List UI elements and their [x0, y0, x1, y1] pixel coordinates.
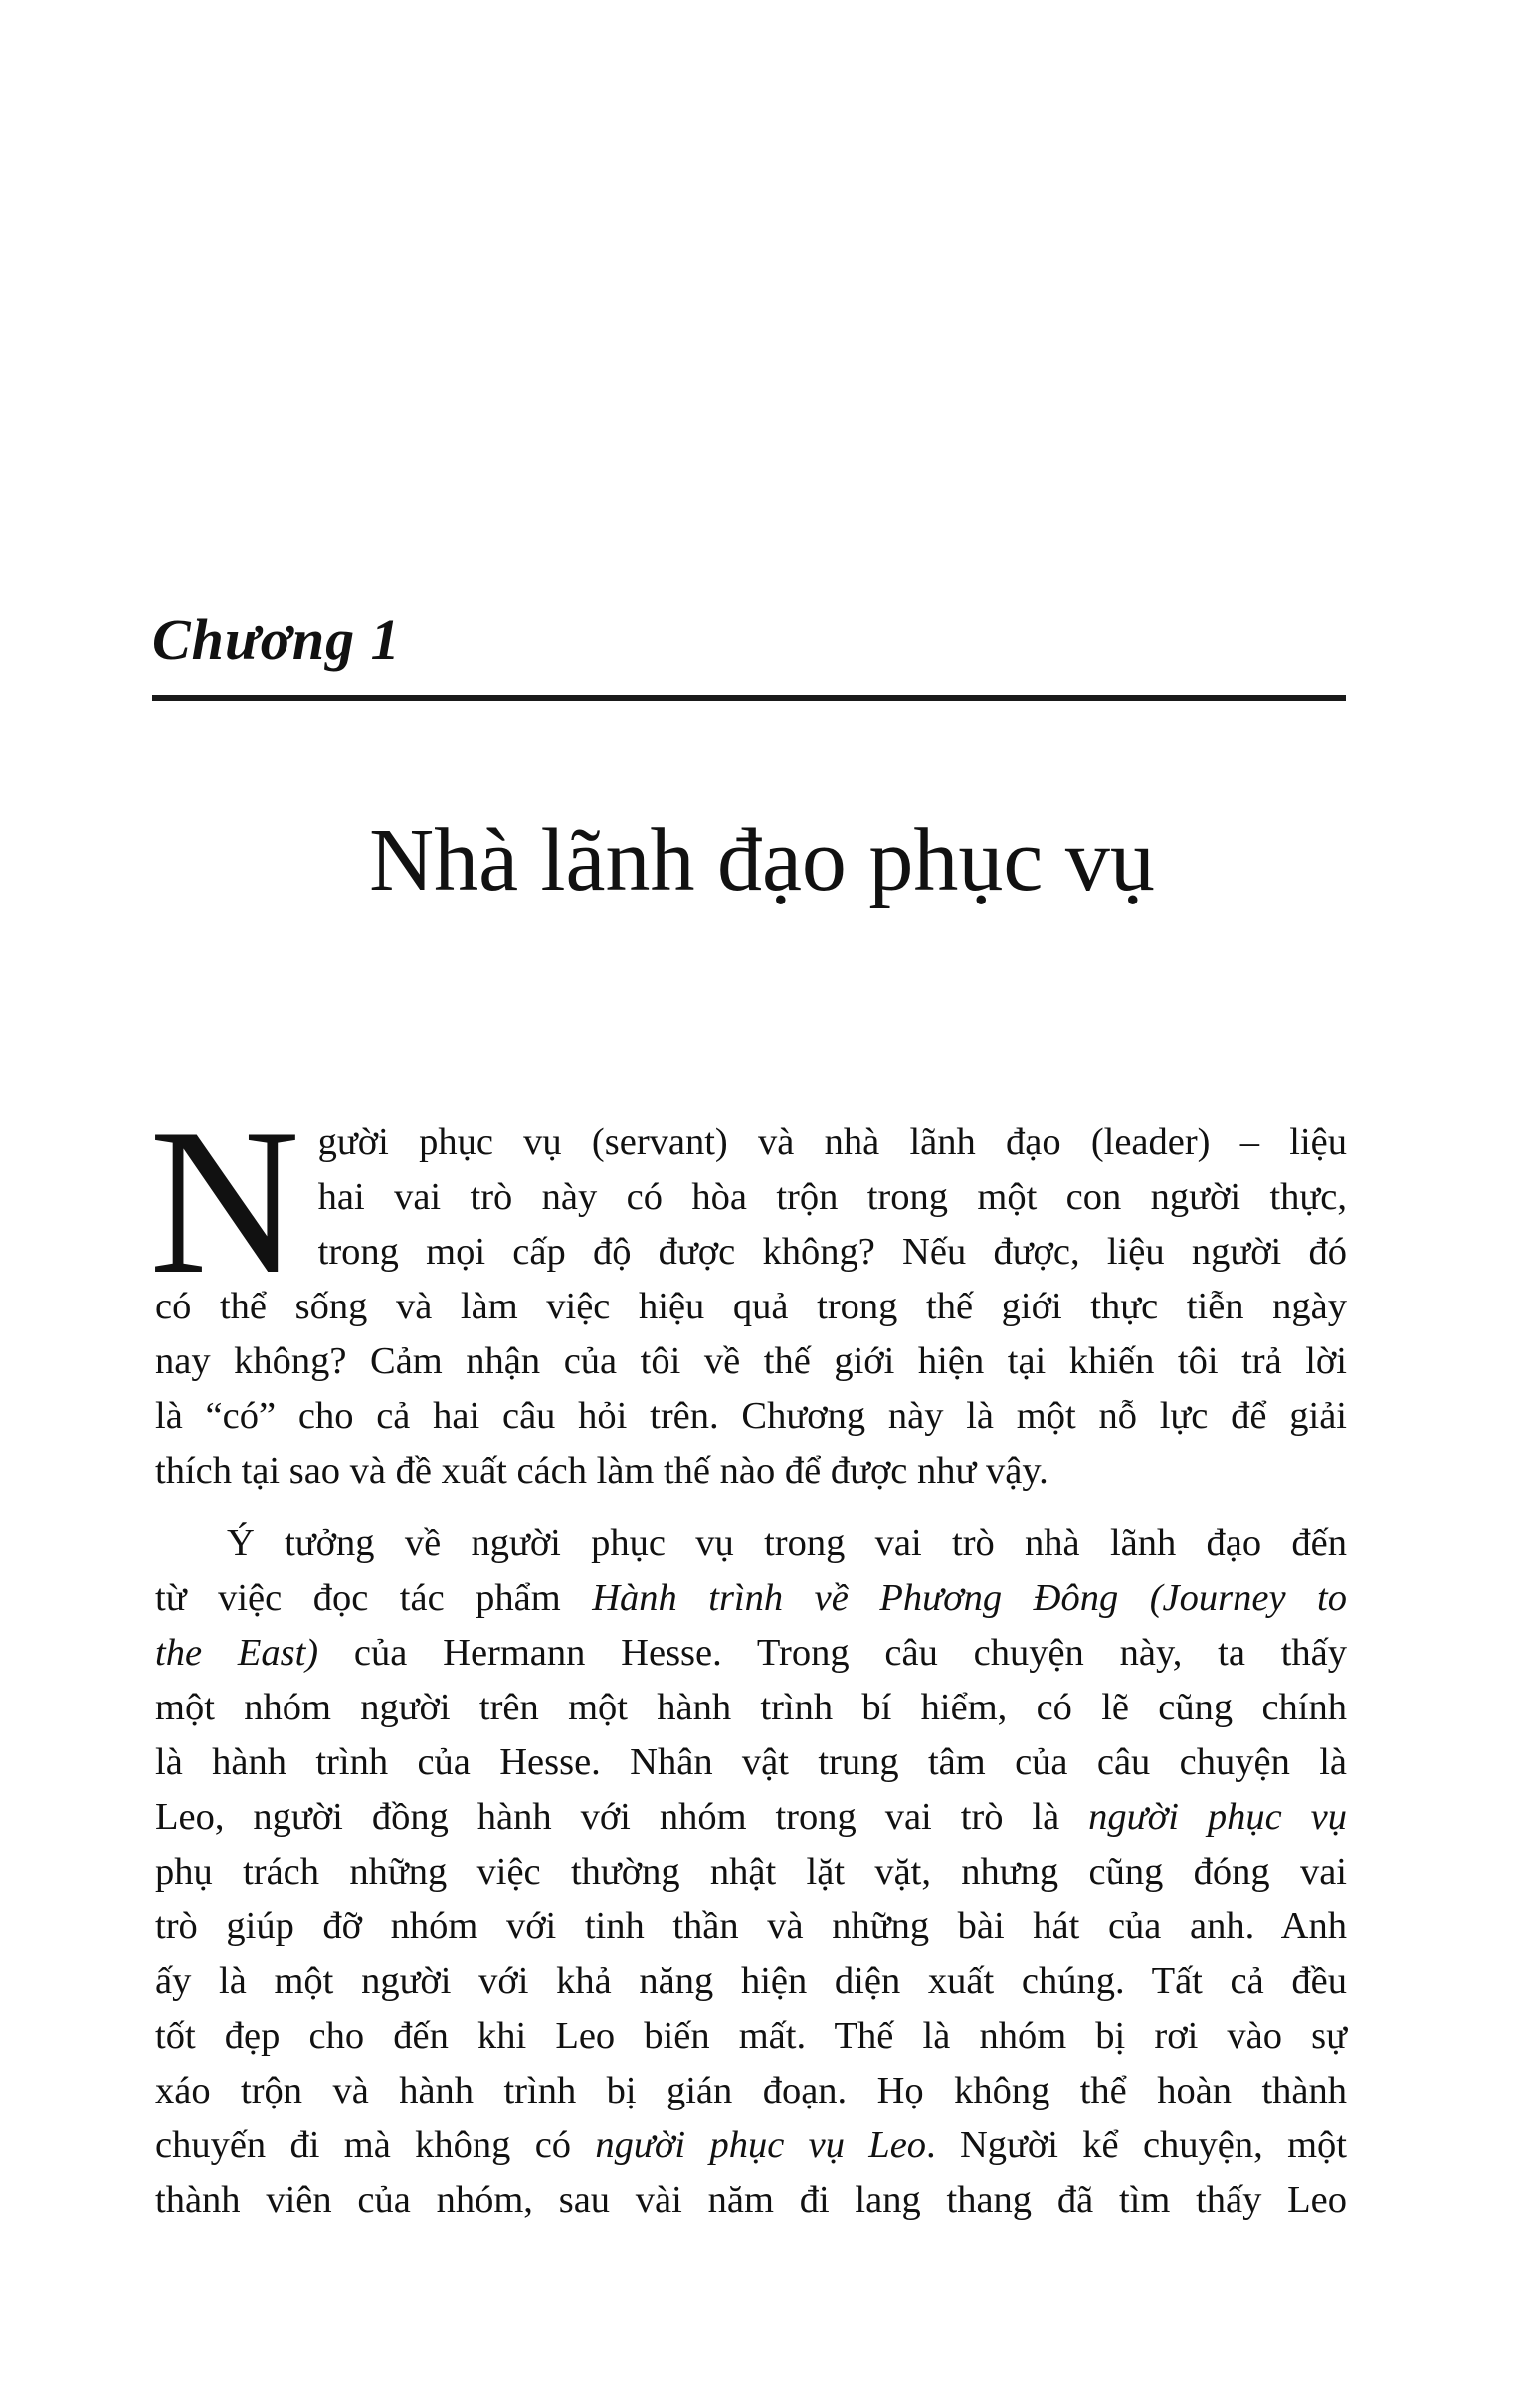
paragraph-2-line-10: tốt đẹp cho đến khi Leo biến mất. Thế là nhóm bị rơi vào sự	[155, 2015, 1347, 2057]
paragraph-2-line-12-text-c: . Người kể chuyện, một	[926, 2124, 1347, 2166]
paragraph-2-line-8: trò giúp đỡ nhóm với tinh thần và những bài hát của anh. Anh	[155, 1906, 1347, 1947]
paragraph-2-line-7: phụ trách những việc thường nhật lặt vặt, nhưng cũng đóng vai	[155, 1851, 1347, 1893]
paragraph-1-line-2: hai vai trò này có hòa trộn trong một con người thực,	[317, 1176, 1347, 1218]
paragraph-2-line-12-text-a: chuyến đi mà không có	[155, 2124, 596, 2166]
paragraph-2-line-2-text: từ việc đọc tác phẩm	[155, 1577, 593, 1619]
drop-cap-letter: N	[149, 1087, 300, 1317]
paragraph-2	[155, 1516, 1347, 2228]
book-title-italic-end: the East)	[155, 1632, 319, 1674]
paragraph-2-line-4: một nhóm người trên một hành trình bí hiểm, có lẽ cũng chính	[155, 1687, 1347, 1728]
paragraph-1-line-6: là “có” cho cả hai câu hỏi trên. Chương này là một nỗ lực để giải	[155, 1395, 1347, 1437]
paragraph-2-line-9: ấy là một người với khả năng hiện diện xuất chúng. Tất cả đều	[155, 1960, 1347, 2002]
servant-leo-italic: người phục vụ Leo	[595, 2124, 927, 2166]
book-title-italic: Hành trình về Phương Đông (Journey to	[592, 1577, 1347, 1619]
paragraph-1-line-7: thích tại sao và đề xuất cách làm thế nào để được như vậy.	[155, 1450, 1048, 1492]
paragraph-2-line-6-text: Leo, người đồng hành với nhóm trong vai trò là	[155, 1796, 1089, 1838]
paragraph-1-line-1: gười phục vụ (servant) và nhà lãnh đạo (leader) – liệu	[317, 1121, 1347, 1163]
paragraph-1-line-4: có thể sống và làm việc hiệu quả trong thế giới thực tiễn ngày	[155, 1286, 1347, 1327]
paragraph-2-line-12	[155, 2118, 1347, 2173]
paragraph-2-line-11: xáo trộn và hành trình bị gián đoạn. Họ không thể hoàn thành	[155, 2070, 1347, 2111]
paragraph-1-line-3: trong mọi cấp độ được không? Nếu được, liệu người đó	[317, 1231, 1347, 1273]
paragraph-1	[149, 1087, 1347, 1499]
paragraph-2-line-1: Ý tưởng về người phục vụ trong vai trò nhà lãnh đạo đến	[227, 1522, 1347, 1564]
paragraph-2-line-3	[155, 1626, 1347, 1681]
paragraph-2-line-6	[155, 1790, 1347, 1845]
body-text	[149, 1087, 1347, 2228]
chapter-label: Chương 1	[152, 607, 401, 672]
paragraph-2-line-3-text: của Hermann Hesse. Trong câu chuyện này, ta thấy	[318, 1632, 1347, 1674]
servant-term-italic: người phục vụ	[1088, 1796, 1347, 1838]
paragraph-1-line-5: nay không? Cảm nhận của tôi về thế giới hiện tại khiến tôi trả lời	[155, 1340, 1347, 1382]
paragraph-2-line-13: thành viên của nhóm, sau vài năm đi lang thang đã tìm thấy Leo	[155, 2179, 1347, 2221]
paragraph-2-line-2	[155, 1571, 1347, 1626]
paragraph-2-line-5: là hành trình của Hesse. Nhân vật trung tâm của câu chuyện là	[155, 1741, 1347, 1783]
chapter-title: Nhà lãnh đạo phục vụ	[369, 811, 1155, 909]
chapter-rule-divider	[152, 695, 1346, 701]
